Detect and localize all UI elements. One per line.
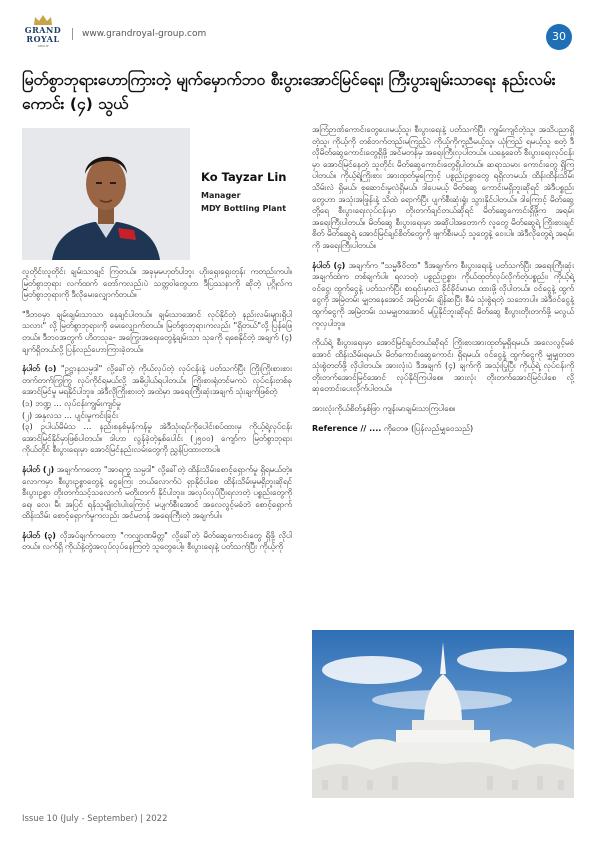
paragraph-point-3 [22, 530, 292, 553]
page-footer [22, 814, 168, 824]
article-title: မြတ်စွာဘုရားဟောကြားတဲ့ မျက်မှောက်ဘဝ စီးပွားအောင်မြင်ရေး၊ ကြီးပွားချမ်းသာရေး နည်းလမ်းကောင်း (၄) သွယ် [22, 71, 556, 113]
list-item: (၁) ဘဏ္ဍ … လုပ်ငန်းကျွမ်းကျင်မှု [22, 398, 121, 408]
logo-text-grand: GRAND [24, 25, 62, 35]
point-2-text: အချက်ကတော့ "အာရက္ခ သမ္ပဒါ" လို့ခေါ်တဲ့ ထိန်းသိမ်းစောင့်ရှောက်မှု ရှိရမယ်တဲ့။ လောကမှာ စီးပွားဥစ္စာတွေနဲ့ ငွေကြေး ဘယ်လောက်ပဲ ရှာနိုင်ပါစေ ထိန်းသိမ်းမှုမရှိဘူးဆိုရင် စီးပွားဥစ္စာ တိုးတက်သင့်သလောက် မတိုးတက် နိုင်ပါဘူး။ အလုပ်လုပ်ပြီးရလာတဲ့ ပစ္စည်းတွေကို ရေ၊ လေ၊ မီး အပြင် ရန်သူမျိုးငါးပါးကြောင့် မပျက်စီးအောင် အလေလွင့်မခံဘဲ စောင့်ရှောက်ထိန်းသိမ်း စောင့်ရှောက်မှုကလည်း အင်မတန် အရေးကြီးတဲ့ အချက်ပါ။ [22, 464, 293, 521]
page-number-badge: 30 [546, 24, 572, 50]
point-3-text: လိုအပ်ချက်ကတော့ "ကလျာဏမိတ္တ" လို့ခေါ်တဲ့ မိတ်ဆွေကောင်းတွေ ရှိဖို့ လိုပါတယ်။ လက်ရှိ ကိုယ်နဲ့တွဲအလုပ်လုပ်နေကြတဲ့ သူတွေပေါ့။ စီးပွားရေးနဲ့ ပတ်သက်ပြီး ကိုယ့်ကို [22, 530, 292, 552]
paragraph-question: "ဒီဘဝမှာ ချမ်းချမ်းသာသာ နေချင်ပါတယ်။ ချမ်းသာအောင် လုပ်နိုင်တဲ့ နည်းလမ်းများရှိပါသလား" လို့ မြတ်စွာဘုရားကို မေးလျှောက်တယ်။ မြတ်စွာဘုရားကလည်း "ရှိတယ်"လို့ ပြန်ဖြေတယ်။ ဒီဘဝအတွက် ဟိတသုခ- အကြွေးအရေးတွေနဲ့ချမ်းသာ သုခကို ရစေနိုင်တဲ့ အချက် (၄) ချက်ရှိတယ်လို့ ပြန်လည်ဟောကြားခဲ့တယ်။ [22, 309, 292, 354]
reference-line [312, 423, 574, 435]
author-role: Manager [201, 191, 241, 200]
author-company: MDY Bottling Plant [201, 204, 287, 213]
list-item: (၂) အနုလသ … ပျင်းမှုကင်းခြင်း [22, 410, 118, 420]
reference-label: Reference // .... [312, 423, 382, 433]
paragraph-point-2 [22, 464, 292, 522]
point-1-text: "ဥဋ္ဌာနသမ္ပဒါ" လို့ခေါ်တဲ့ ကိုယ်လုပ်တဲ့ လုပ်ငန်းနဲ့ ပတ်သက်ပြီး ကြိုးကြိုးစားစား တက်တက်ကြွကြွ လုပ်ကိုင်ရမယ်လို့ အဓိပ္ပါယ်ရပါတယ်။ ကြိုးစားရုံတင်မကပဲ လုပ်ငန်းတစ်ခု အောင်မြင်မှု မရနိုင်ပါဘူး။ အဲဒီလိုကြိုးစားတဲ့ အထဲမှာ အရေးကြီးဆုံးအချက် သုံးချက်ဖြစ်တဲ့ [22, 364, 292, 397]
paragraph-point-4 [312, 260, 574, 330]
page-header [0, 0, 595, 58]
point-2-label: နံပါတ် (၂) [22, 464, 55, 474]
point-4-text: အချက်က "သမ္မဇီဝိတာ" ဒီအချက်က စီးပွားရေးနဲ့ ပတ်သက်ပြီး အရေးကြီးဆုံးအချက်ထဲက တစ်ချက်ပါ။ ရလာတဲ့ ပစ္စည်းဥစ္စာ၊ ကိုယ်ထုတ်လုပ်လိုက်တဲ့ပစ္စည်း၊ ကိုယ့်ရဲ့ ဝင်ငွေ၊ ထွက်ငွေနဲ့ ပတ်သက်ပြီး စာရင်းမှာလဲ ခိုင်ခိုင်မာမာ ထားဖို့ လိုပါတယ်။ ဝင်ငွေနဲ့ ထွက်ငွေကို အမြဲတမ်း မျှတနေအောင် အမြဲတမ်း ချိန်ဆပြီး စီမံ သုံးစွဲရတဲ့ သဘောပါ။ အဲဒီဝင်ငွေနဲ့ ထွက်ငွေကို အမြဲတမ်း သမမျှတအောင် မပြုနိုင်ဘူးဆိုရင် မိတ်ဆွေ စီးပွားတိုးတက်ဖို့ မလွယ်ကူလှပါဘူး။ [312, 260, 574, 328]
website-url[interactable]: www.grandroyal-group.com [82, 29, 207, 39]
left-text-column [22, 266, 292, 561]
issue-year: 2022 [145, 814, 168, 824]
issue-info: Issue 10 (July - September) [22, 814, 138, 824]
pagoda-photo [312, 630, 574, 798]
point-3-label: နံပါတ် (၃) [22, 530, 56, 540]
footer-separator: | [140, 814, 144, 824]
paragraph-blessing: အားလုံးကိုယ်စိတ်နှစ်ဖြာ ကျန်းမာချမ်းသာကြပါစေ။ [312, 404, 456, 414]
paragraph-point-1 [22, 363, 292, 456]
reference-source: ကိုတေဇ (ပြန်လည်မျှဝေသည်) [383, 423, 474, 433]
author-photo [22, 128, 190, 260]
paragraph-point-3-cont: အကြံဉာဏ်ကောင်းတွေပေးမယ့်သူ၊ စီးပွားရေးနဲ့ ပတ်သက်ပြီး ကျွမ်းကျင်တဲ့သူ၊ အသိပညာရှိတဲ့သူ၊ ကိုယ့်ကို တစ်ဘက်တည်းမကြည့်ပဲ ကိုယ့်ကိုကူညီမယ့်သူ၊ ယုံကြည် ရမယ့်သူ စတဲ့ ဒီလိုမိတ်ဆွေကောင်းတွေရှိဖို့ အင်မတန်မှ အရေးကြီးလှပါတယ်။ ယနေ့ခေတ် စီးပွားရေးလုပ်ငန်းမှာ အောင်မြင်နေတဲ့ သူတိုင်း မိတ်ဆွေကောင်းတွေရှိပါတယ်။ ဆရာသမား ကောင်းတွေ ရှိကြပါတယ်။ ကိုယ့်ရဲ့ကြိုးစား အားထုတ်မှုကြောင့် ပစ္စည်းဥစ္စာတွေ ရရှိလာမယ်၊ ထိန်းထိန်းသိမ်းသိမ်းလဲ ရှိမယ်၊ စုဆောင်းမှုလဲရှိမယ်၊ ဒါပေမယ့် မိတ်ဆွေ ကောင်းမရှိဘူးဆိုရင် အဲဒီပစ္စည်းတွေဟာ အသုံးအဖြုန်းနဲ့ သိထဲ ရောက်ပြီး ပျက်စီးဆုံးရှုံး သွားနိုင်ပါတယ်။ ဒါကြောင့် မိတ်ဆွေတို့ရေ စီးပွားရေးလုပ်ငန်းမှာ တိုးတက်ချင်တယ်ဆိုရင် မိတ်ဆွေကောင်းရှိဖို့က အရမ်းအရေးကြီးပါတယ်။ မိတ်ဆွေ စီးပွားရေးမှာ အဆိုပါအတောက် လူတွေ မိတ်ဆွေရဲ့ ကြိုးစားချင်စိတ် မိတ်ဆွေရဲ့ အောင်မြင်ချင်စိတ်တွေကို ဖျက်စီးမယ့် သူတွေနဲ့ ဝေးပါ။ အဲဒီလိုတွေရဲ့ အရမ်းကို အရေးကြီးပါတယ်။ [312, 125, 574, 250]
point-1-label: နံပါတ် (၁) [22, 364, 57, 374]
right-text-column [312, 124, 574, 434]
author-info [201, 170, 286, 215]
point-4-label: နံပါတ် (၄) [312, 260, 346, 270]
list-item: (၃) ဥပါယ်မိမံသ … နည်းစနစ်မှန်ကန်မှု အဲဒီသုံးရပ်ကိုပေါင်းစပ်ထားမှ ကိုယ့်ရဲ့လုပ်ငန်းအောင်မြင်နိုင်မှာဖြစ်ပါတယ်။ ဒါဟာ လွန်ခဲ့တဲ့နှစ်ပေါင်း (၂၅၀၀) ကျော်က မြတ်စွာဘုရား ကိုယ်တိုင် စီးပွားရေးမှာ အောင်မြင်နည်းလမ်းတွေကို ညွှန်ပြထားတာပါ။ [22, 422, 292, 455]
header-divider [72, 28, 73, 40]
author-name: Ko Tayzar Lin [201, 170, 287, 184]
logo-text-group: GROUP [37, 44, 49, 48]
company-logo [22, 14, 64, 48]
paragraph-intro: လူတိုင်းလူတိုင်း ချမ်းသာချင် ကြတယ်။ အခုမှမဟုတ်ပါဘူး ဟိုးရှေးရှေးတုန်း ကတည်းကပါ။ မြတ်စွာဘုရား လက်ထက် တော်ကလည်းပဲ သတ္တဝါတွေဟာ ဒီပြဿနာကို ဆိုတဲ့ ပုဂ္ဂိုလ်ကမြတ်စွာဘုရားကို ဒီလိုမေးလျှောက်တယ်။ [22, 267, 292, 300]
paragraph-conclusion: ကိုယ်ရဲ့ စီးပွားရေးမှာ အောင်မြင်ချင်တယ်ဆိုရင် ကြိုးစားအားထုတ်မှုရှိရမယ်၊ အလေလွင့်မခံအောင် ထိန်းသိမ်းရမယ်၊ မိတ်ကောင်းဆွေကောင်း ရှိရမယ်၊ ဝင်ငွေနဲ့ ထွက်ငွေကို မျှမျှတတ သုံးစွဲတတ်ဖို့ လိုပါတယ်။ အားလုံးပဲ ဒီအချက် (၄) ချက်ကို အသုံးပြုပြီး ကိုယ့်ရဲ့ လုပ်ငန်းကို တိုးတက်အောင်မြင်အောင် လုပ်နိုင်ကြပါစေ။ အားလုံး တိုးတက်အောင်မြင်ပါစေ လို့ ဆုတောင်းပေးလိုက်ပါတယ်။ [312, 338, 574, 394]
logo-text-royal: ROYAL [26, 34, 60, 44]
